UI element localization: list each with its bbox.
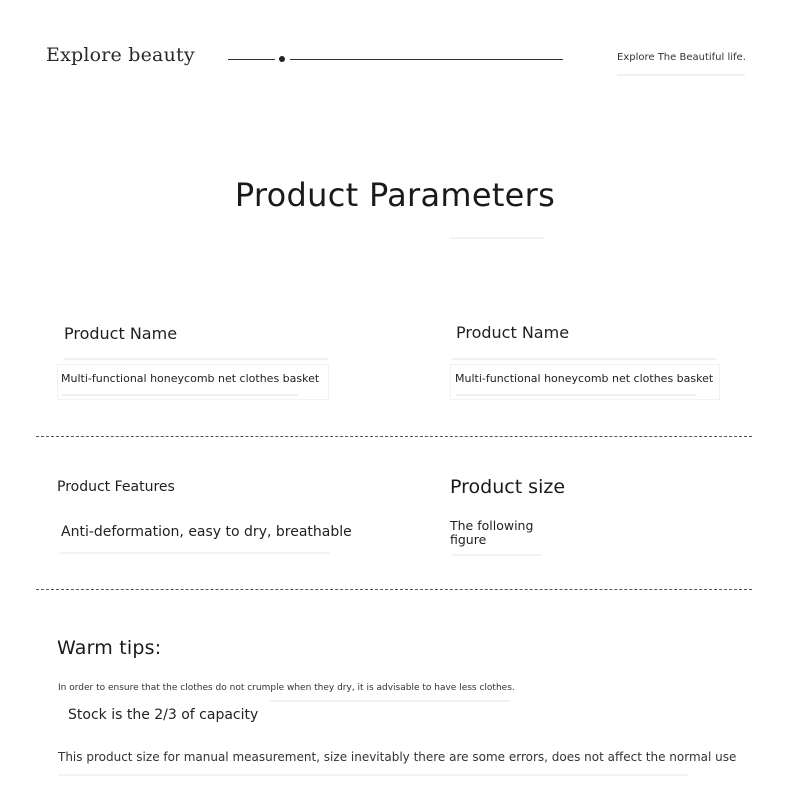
brand-title: Explore beauty <box>46 44 195 66</box>
measurement-decoration <box>58 774 688 776</box>
product-name-label-left: Product Name <box>64 324 178 343</box>
product-size-decoration <box>452 554 542 556</box>
product-name-decoration-left <box>64 358 328 360</box>
page-title: Product Parameters <box>234 176 556 214</box>
header-tagline: Explore The Beautiful life. <box>617 52 746 63</box>
tagline-decoration <box>617 74 745 76</box>
header-divider-dot <box>279 56 285 62</box>
title-decoration <box>450 237 545 239</box>
product-features-decoration <box>60 552 330 554</box>
product-name-decoration-right <box>452 358 716 360</box>
header-divider-left <box>228 59 275 60</box>
warm-tip-clothes: In order to ensure that the clothes do not crumple when they dry, it is advisable to have less clothes. <box>58 683 515 693</box>
product-name-underline-left <box>62 394 298 396</box>
warm-tip-decoration <box>270 700 510 702</box>
product-name-value-left: Multi-functional honeycomb net clothes basket <box>61 372 320 385</box>
product-features-value: Anti-deformation, easy to dry, breathable <box>61 524 352 540</box>
section-divider-2 <box>36 589 752 590</box>
warm-tips-heading: Warm tips: <box>57 637 162 659</box>
product-size-label: Product size <box>450 476 566 498</box>
product-name-label-right: Product Name <box>456 323 570 342</box>
product-features-label: Product Features <box>57 479 175 495</box>
header-divider-right <box>290 59 563 60</box>
warm-tip-measurement: This product size for manual measurement, size inevitably there are some errors, does not affect the normal use <box>58 750 737 764</box>
product-size-value: The following figure <box>450 518 534 547</box>
product-name-underline-right <box>456 394 696 396</box>
warm-tip-capacity: Stock is the 2/3 of capacity <box>68 707 259 723</box>
section-divider-1 <box>36 436 752 437</box>
product-name-value-right: Multi-functional honeycomb net clothes basket <box>455 372 714 385</box>
